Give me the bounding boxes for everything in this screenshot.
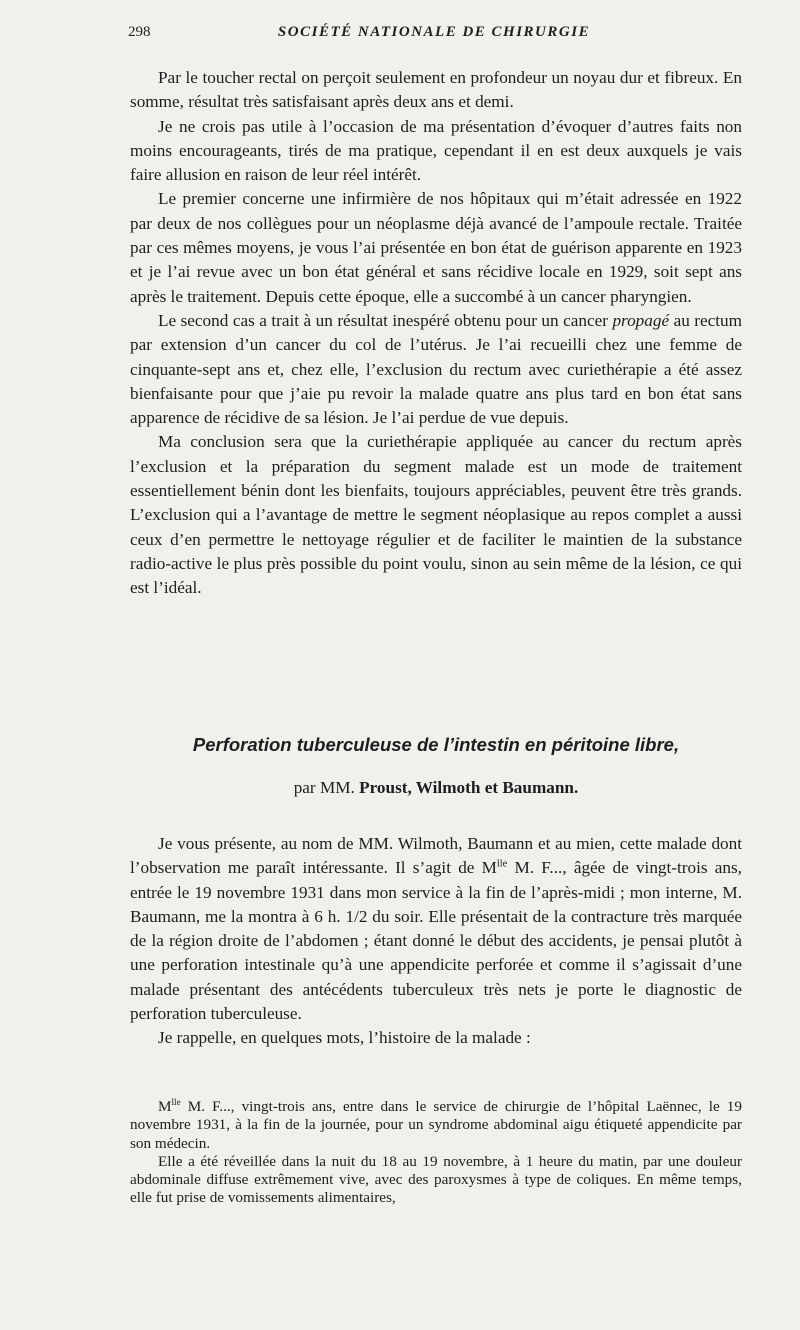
running-head: SOCIÉTÉ NATIONALE DE CHIRURGIE bbox=[277, 24, 591, 40]
paragraph-text: Le second cas a trait à un résultat inespéré obtenu pour un cancer bbox=[158, 310, 608, 330]
paragraph-text: Je vous présente, au nom de MM. Wilmoth, Baumann et au mien, cette malade dont l’observation me paraît intéressante. Il s’agit de M bbox=[130, 834, 742, 878]
section-title: Perforation tuberculeuse de l’intestin en péritoine libre, bbox=[192, 734, 680, 755]
paragraph-text: M bbox=[158, 1098, 172, 1115]
paragraph: Elle a été réveillée dans la nuit du 18 au 19 novembre, à 1 heure du matin, par une douleur abdominale diffuse extrêmement vive, avec des paroxysmes à type de coliques. En même temps, elle fut prise de vomissements alimentaires, bbox=[130, 1152, 742, 1207]
case-report-text bbox=[130, 1098, 742, 1208]
paragraph bbox=[130, 1098, 742, 1153]
body-text-bottom bbox=[130, 832, 742, 1051]
paragraph-text: M. F..., âgée de vingt-trois ans, entrée le 19 novembre 1931 dans mon service à la fin de l’après-midi ; mon interne, M. Baumann, me la montra à 6 h. 1/2 du soir. Elle présentait de la contracture très marquée de la région droite de l’abdomen ; étant donné le début des accidents, je pensai plutôt à une perforation intestinale qu’à une appendicite perforée et comme il s’agissait d’une malade présentant des antécédents tuberculeux très nets je porte le diagnostic de perforation tuberculeuse. bbox=[130, 858, 742, 1024]
paragraph-text: M. F..., vingt-trois ans, entre dans le service de chirurgie de l’hôpital Laënnec, le 19 novembre 1931, à la fin de la journée, pour un syndrome abdominal aigu étiqueté appendicite par son médecin. bbox=[130, 1098, 742, 1152]
body-text-top bbox=[130, 66, 742, 601]
emphasis: propagé bbox=[612, 310, 670, 330]
paragraph: Je ne crois pas utile à l’occasion de ma présentation d’évoquer d’autres faits non moins encourageants, tirés de ma pratique, cependant il en est deux auxquels je vais faire allusion en raison de leur réel intérêt. bbox=[130, 116, 742, 185]
authors-names: Proust, Wilmoth et Baumann. bbox=[359, 778, 579, 797]
page-header bbox=[128, 24, 740, 46]
paragraph bbox=[130, 309, 742, 430]
page-number: 298 bbox=[128, 24, 151, 40]
paragraph: Ma conclusion sera que la curiethérapie appliquée au cancer du rectum après l’exclusion et la préparation du segment malade est un mode de traitement essentiellement bénin dont les bienfaits, toujours appréciables, peuvent être très grands. L’exclusion qui a l’avantage de mettre le segment néoplasique au repos complet a aussi ceux d’en permettre le nettoyage régulier et de faciliter le maintien de la substance radio-active le plus près possible du point voulu, sinon au sein même de la lésion, ce qui est l’idéal. bbox=[130, 432, 742, 598]
superscript: lle bbox=[171, 1096, 181, 1107]
paragraph bbox=[130, 832, 742, 1026]
paragraph: Le premier concerne une infirmière de nos hôpitaux qui m’était adressée en 1922 par deux de nos collègues pour un néoplasme déjà avancé de l’ampoule rectale. Traitée par ces mêmes moyens, je vous l’ai présentée en bon état de guérison apparente en 1923 et je l’ai revue avec un bon état général et sans récidive locale en 1929, soit sept ans après le traitement. Depuis cette époque, elle a succombé à un cancer pharyngien. bbox=[130, 189, 742, 306]
paragraph: Je rappelle, en quelques mots, l’histoire de la malade : bbox=[158, 1028, 531, 1048]
paragraph-text: au rectum par extension d’un cancer du col de l’utérus. Je l’ai recueilli chez une femme de cinquante-sept ans et, chez elle, l’exclusion du rectum avec curiethérapie a été assez bienfaisante pour que j’aie pu revoir la malade quatre ans plus tard en bon état sans apparence de récidive de sa lésion. Je l’ai perdue de vue depuis. bbox=[130, 310, 743, 428]
paragraph: Par le toucher rectal on perçoit seulement en profondeur un noyau dur et fibreux. En somme, résultat très satisfaisant après deux ans et demi. bbox=[130, 68, 742, 112]
authors-prefix: par MM. bbox=[293, 778, 355, 797]
section-authors bbox=[130, 778, 742, 798]
superscript: lle bbox=[496, 858, 508, 870]
